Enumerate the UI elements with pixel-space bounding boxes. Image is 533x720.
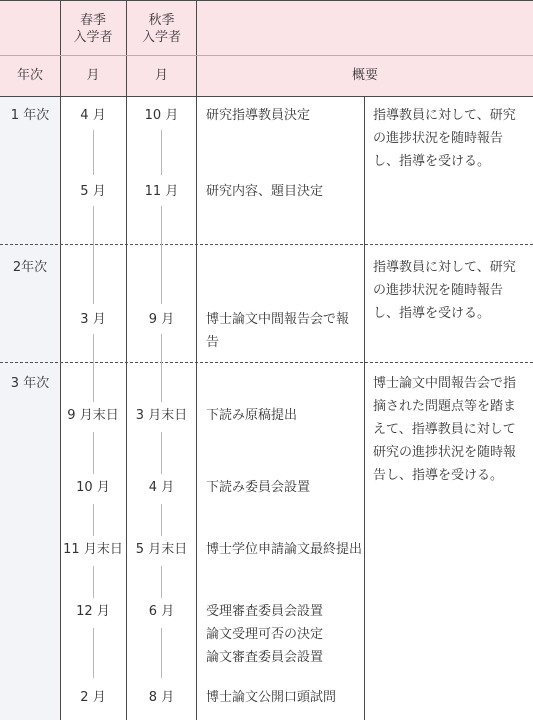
- event-description: 下読み原稿提出: [206, 408, 298, 423]
- autumn-month: 3 月末日: [135, 408, 188, 423]
- year-column-background: [0, 97, 60, 720]
- header-divider: [0, 55, 533, 56]
- header-divider: [0, 0, 533, 1]
- header-autumn-intake: 秋季 入学者: [141, 13, 181, 45]
- autumn-month: 11 月: [144, 184, 179, 199]
- header-autumn-month: 月: [154, 68, 168, 83]
- year-label: 3 年次: [10, 376, 50, 391]
- autumn-timeline: [161, 628, 162, 678]
- column-divider: [196, 0, 197, 720]
- year-label: 1 年次: [10, 108, 50, 123]
- spring-timeline: [93, 206, 94, 304]
- spring-timeline: [93, 504, 94, 536]
- year-summary: 指導教員に対して、研究の進捗状況を随時報告し、指導を受ける。: [373, 260, 516, 321]
- event-description: 下読み委員会設置: [206, 480, 311, 495]
- autumn-month: 10 月: [144, 108, 179, 123]
- autumn-timeline: [161, 334, 162, 402]
- year-divider: [0, 362, 533, 363]
- autumn-month: 4 月: [148, 480, 175, 495]
- autumn-timeline: [161, 566, 162, 598]
- header-year: 年次: [16, 68, 43, 83]
- spring-month: 5 月: [80, 184, 106, 199]
- spring-month: 2 月: [80, 690, 106, 705]
- year-label: 2年次: [12, 260, 48, 275]
- column-divider: [364, 97, 365, 720]
- autumn-month: 5 月末日: [135, 542, 188, 557]
- spring-timeline: [93, 334, 94, 402]
- spring-month: 4 月: [80, 108, 106, 123]
- year-summary: 博士論文中間報告会で指摘された問題点等を踏まえて、指導教員に対して研究の進捗状況を随時報告し、指導を受ける。: [373, 376, 517, 483]
- spring-month: 9 月末日: [67, 408, 119, 423]
- event-description: 研究指導教員決定: [206, 108, 311, 123]
- year-summary: 指導教員に対して、研究の進捗状況を随時報告し、指導を受ける。: [373, 108, 516, 169]
- header-spring-intake: 春季 入学者: [73, 13, 113, 45]
- spring-month: 12 月: [76, 604, 110, 619]
- spring-month: 3 月: [80, 312, 106, 327]
- event-description: 研究内容、題目決定: [206, 184, 324, 199]
- autumn-timeline: [161, 504, 162, 536]
- autumn-timeline: [161, 432, 162, 474]
- header-divider: [0, 96, 533, 97]
- spring-timeline: [93, 130, 94, 175]
- spring-timeline: [93, 628, 94, 678]
- event-description: 博士論文中間報告会で報告: [206, 312, 350, 350]
- spring-timeline: [93, 566, 94, 598]
- event-description: 受理審査委員会設置 論文受理可否の決定 論文審査委員会設置: [206, 604, 324, 665]
- event-description: 博士論文公開口頭試問: [206, 690, 337, 705]
- spring-timeline: [93, 432, 94, 474]
- autumn-month: 8 月: [148, 690, 175, 705]
- header-spring-month: 月: [86, 68, 100, 83]
- autumn-month: 9 月: [148, 312, 175, 327]
- autumn-month: 6 月: [148, 604, 175, 619]
- event-description: 博士学位申請論文最終提出: [206, 542, 363, 557]
- header-overview: 概要: [351, 68, 378, 83]
- autumn-timeline: [161, 206, 162, 304]
- autumn-timeline: [161, 130, 162, 175]
- spring-month: 11 月末日: [63, 542, 123, 557]
- year-divider: [0, 244, 533, 245]
- spring-month: 10 月: [76, 480, 110, 495]
